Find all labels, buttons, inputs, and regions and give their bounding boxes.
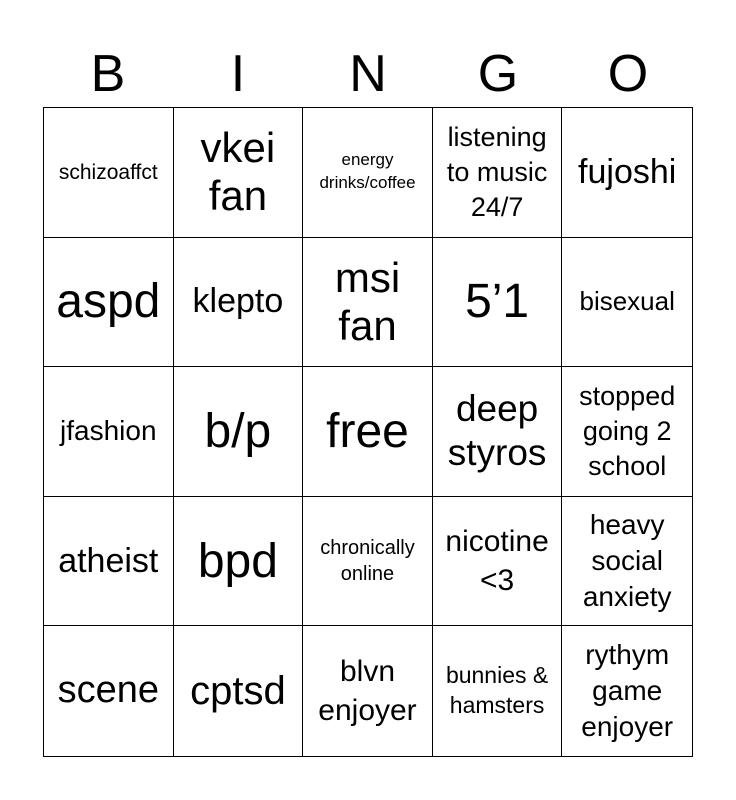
bingo-cell-r1c4[interactable] <box>433 108 563 238</box>
cell-label: blvn enjoyer <box>318 655 417 728</box>
cell-label: bunnies & hamsters <box>445 662 549 719</box>
bingo-cell-r4c5[interactable] <box>562 497 692 627</box>
bingo-cell-r3c4[interactable] <box>433 367 563 497</box>
bingo-cell-r1c2[interactable] <box>174 108 304 238</box>
bingo-cell-r5c3[interactable] <box>303 626 433 756</box>
cell-label: jfashion <box>60 415 157 447</box>
bingo-cell-r5c4[interactable] <box>433 626 563 756</box>
cell-label: b/p <box>204 404 272 458</box>
bingo-cell-r1c5[interactable] <box>562 108 692 238</box>
bingo-cell-r2c5[interactable] <box>562 238 692 368</box>
bingo-cell-r2c3[interactable] <box>303 238 433 368</box>
header-letter-i: I <box>230 45 246 103</box>
cell-label: bisexual <box>579 285 675 316</box>
bingo-header <box>43 40 693 108</box>
cell-label: fujoshi <box>578 152 677 191</box>
header-letter-b: B <box>90 45 126 103</box>
cell-label: vkei fan <box>200 124 276 220</box>
bingo-cell-r2c4[interactable] <box>433 238 563 368</box>
cell-label: 5’1 <box>465 275 530 329</box>
header-letter-g: G <box>477 45 519 103</box>
cell-label: listening to music 24/7 <box>446 121 548 222</box>
bingo-cell-r1c3[interactable] <box>303 108 433 238</box>
bingo-board <box>43 107 693 757</box>
bingo-cell-r4c3[interactable] <box>303 497 433 627</box>
header-letter-n: N <box>349 45 387 103</box>
cell-label: klepto <box>192 282 284 321</box>
cell-label: stopped going 2 school <box>579 380 676 482</box>
bingo-cell-r3c5[interactable] <box>562 367 692 497</box>
bingo-cell-r4c1[interactable] <box>44 497 174 627</box>
cell-label: heavy social anxiety <box>582 508 672 613</box>
bingo-cell-r5c2[interactable] <box>174 626 304 756</box>
bingo-cell-r2c1[interactable] <box>44 238 174 368</box>
cell-label: msi fan <box>334 253 401 349</box>
cell-label: chronically online <box>320 537 415 586</box>
cell-label: cptsd <box>190 669 286 714</box>
bingo-cell-r5c1[interactable] <box>44 626 174 756</box>
bingo-cell-r4c4[interactable] <box>433 497 563 627</box>
bingo-cell-r5c5[interactable] <box>562 626 692 756</box>
bingo-cell-r3c3[interactable] <box>303 367 433 497</box>
cell-label: bpd <box>197 534 278 588</box>
cell-label: energy drinks/coffee <box>319 150 416 193</box>
bingo-cell-r3c2[interactable] <box>174 367 304 497</box>
cell-label: schizoaffct <box>58 160 158 184</box>
cell-label: nicotine <3 <box>445 525 549 598</box>
cell-label: free <box>326 404 409 458</box>
cell-label: deep styros <box>447 388 547 474</box>
bingo-cell-r2c2[interactable] <box>174 238 304 368</box>
bingo-cell-r3c1[interactable] <box>44 367 174 497</box>
bingo-cell-r4c2[interactable] <box>174 497 304 627</box>
cell-label: rythym game enjoyer <box>581 638 674 743</box>
cell-label: scene <box>57 669 159 712</box>
cell-label: aspd <box>56 275 161 329</box>
cell-label: atheist <box>58 541 159 580</box>
bingo-cell-r1c1[interactable] <box>44 108 174 238</box>
header-letter-o: O <box>607 45 649 103</box>
